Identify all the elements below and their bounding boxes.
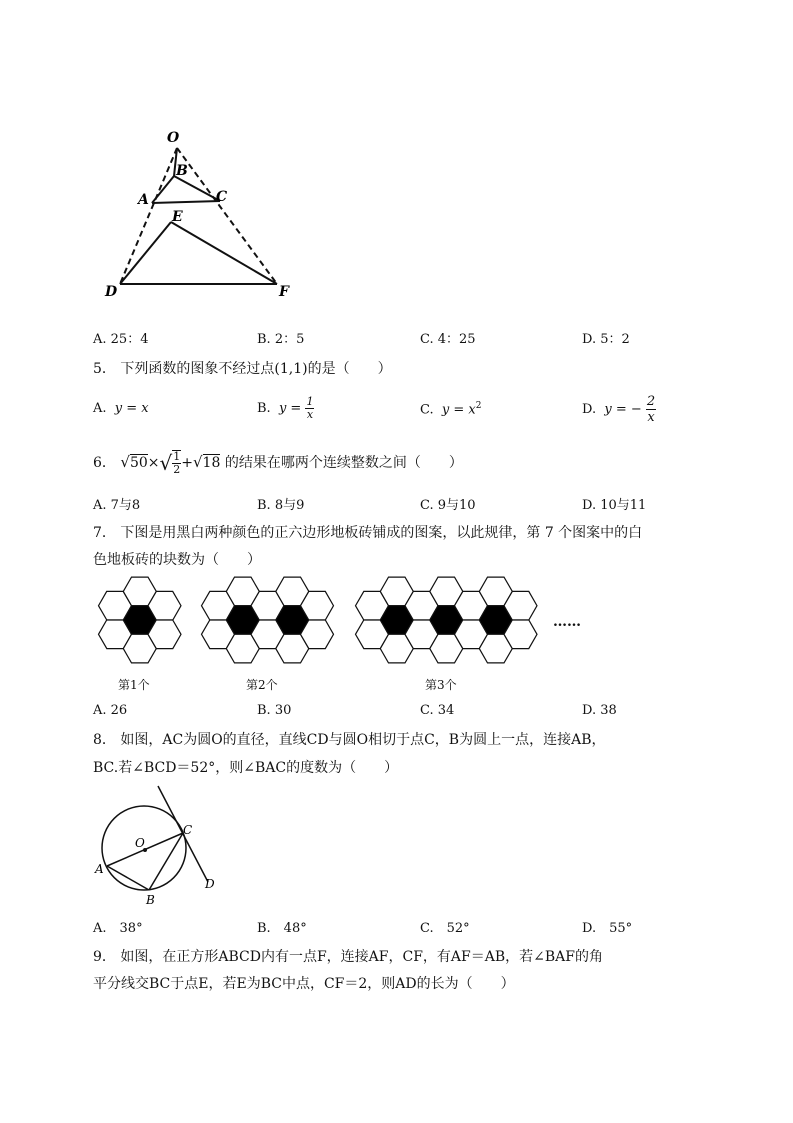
q7-option-d: D. 38 — [582, 703, 617, 718]
q9-number: 9． — [93, 949, 116, 965]
q7-option-b: B. 30 — [257, 703, 292, 718]
label-b: B — [146, 893, 155, 907]
label-o: O — [135, 836, 145, 850]
q5-tail: 的是（ ） — [307, 361, 392, 377]
label-o: O — [167, 130, 180, 146]
q6-text: 的结果在哪两个连续整数之间（ ） — [224, 455, 463, 471]
q5-option-a: A. y = x — [93, 401, 149, 416]
q5-point: (1,1) — [274, 361, 308, 377]
q6-stem — [93, 450, 463, 476]
q5-option-c: C. $y = x^2$ — [420, 401, 482, 418]
label-f: F — [279, 284, 289, 300]
label-e: E — [172, 209, 183, 225]
triangle-similarity-figure — [95, 118, 310, 303]
label-c: C — [216, 189, 228, 205]
q8-number: 8． — [93, 732, 116, 748]
q7-option-a: A. 26 — [93, 703, 128, 718]
q8-option-b: B. 48° — [257, 921, 307, 936]
q9-stem-line1: 9． 如图，在正方形ABCD内有一点F，连接AF，CF，有AF＝AB，若∠BAF的角 — [93, 949, 603, 965]
q7-caption-1: 第1个 — [118, 678, 150, 692]
q6-option-a: A. 7与8 — [93, 498, 141, 513]
circle-tangent-figure — [90, 782, 230, 910]
q8-option-a: A. 38° — [93, 921, 143, 936]
q8-option-c: C. 52° — [420, 921, 470, 936]
label-a: A — [95, 862, 104, 876]
q8-stem-line2: BC.若∠BCD＝52°，则∠BAC的度数为（ ） — [93, 760, 399, 776]
q7-stem-line2: 色地板砖的块数为（ ） — [93, 552, 261, 568]
q4-option-d: D. 5：2 — [582, 332, 630, 347]
q6-option-d: D. 10与11 — [582, 498, 647, 513]
q5-number: 5． — [93, 361, 116, 377]
label-c: C — [183, 823, 193, 837]
q7-caption-2: 第2个 — [246, 678, 278, 692]
q7-number: 7． — [93, 525, 116, 541]
q8-stem-line1: 8． 如图，AC为圆O的直径，直线CD与圆O相切于点C，B为圆上一点，连接AB， — [93, 732, 606, 748]
dashed-od — [120, 148, 177, 284]
chord-bc — [149, 833, 183, 890]
hexagon-tiling-figure — [90, 572, 590, 668]
segment-de — [120, 222, 171, 284]
q5-option-d: D. y = − $\frac{2}{x}$ — [582, 394, 656, 425]
dashed-of — [177, 148, 277, 284]
q7-ellipsis: …… — [553, 614, 581, 630]
q5-text: 下列函数的图象不经过点 — [120, 361, 275, 377]
q8-option-d: D. 55° — [582, 921, 633, 936]
q4-option-a: A. 25：4 — [93, 332, 149, 347]
segment-ac — [152, 201, 220, 203]
q4-option-c: C. 4：25 — [420, 332, 476, 347]
q4-option-b: B. 2：5 — [257, 332, 305, 347]
q6-number: 6． — [93, 455, 116, 471]
q5-option-b: B. y = $\frac{1}{x}$ — [257, 395, 314, 421]
label-d: D — [205, 877, 215, 891]
q6-option-b: B. 8与9 — [257, 498, 305, 513]
segment-ef — [171, 222, 277, 284]
q7-option-c: C. 34 — [420, 703, 455, 718]
q6-option-c: C. 9与10 — [420, 498, 476, 513]
label-b: B — [176, 163, 188, 179]
q7-caption-3: 第3个 — [425, 678, 457, 692]
q9-stem-line2: 平分线交BC于点E，若E为BC中点，CF＝2，则AD的长为（ ） — [93, 976, 515, 992]
q6-expression: √50×√ $\frac{1}{2}$ +√18 — [120, 450, 221, 476]
q7-stem-line1: 7． 下图是用黑白两种颜色的正六边形地板砖铺成的图案，以此规律，第 7 个图案中的白 — [93, 525, 643, 541]
label-d: D — [105, 284, 118, 300]
label-a: A — [138, 192, 149, 208]
q5-stem — [93, 358, 392, 378]
